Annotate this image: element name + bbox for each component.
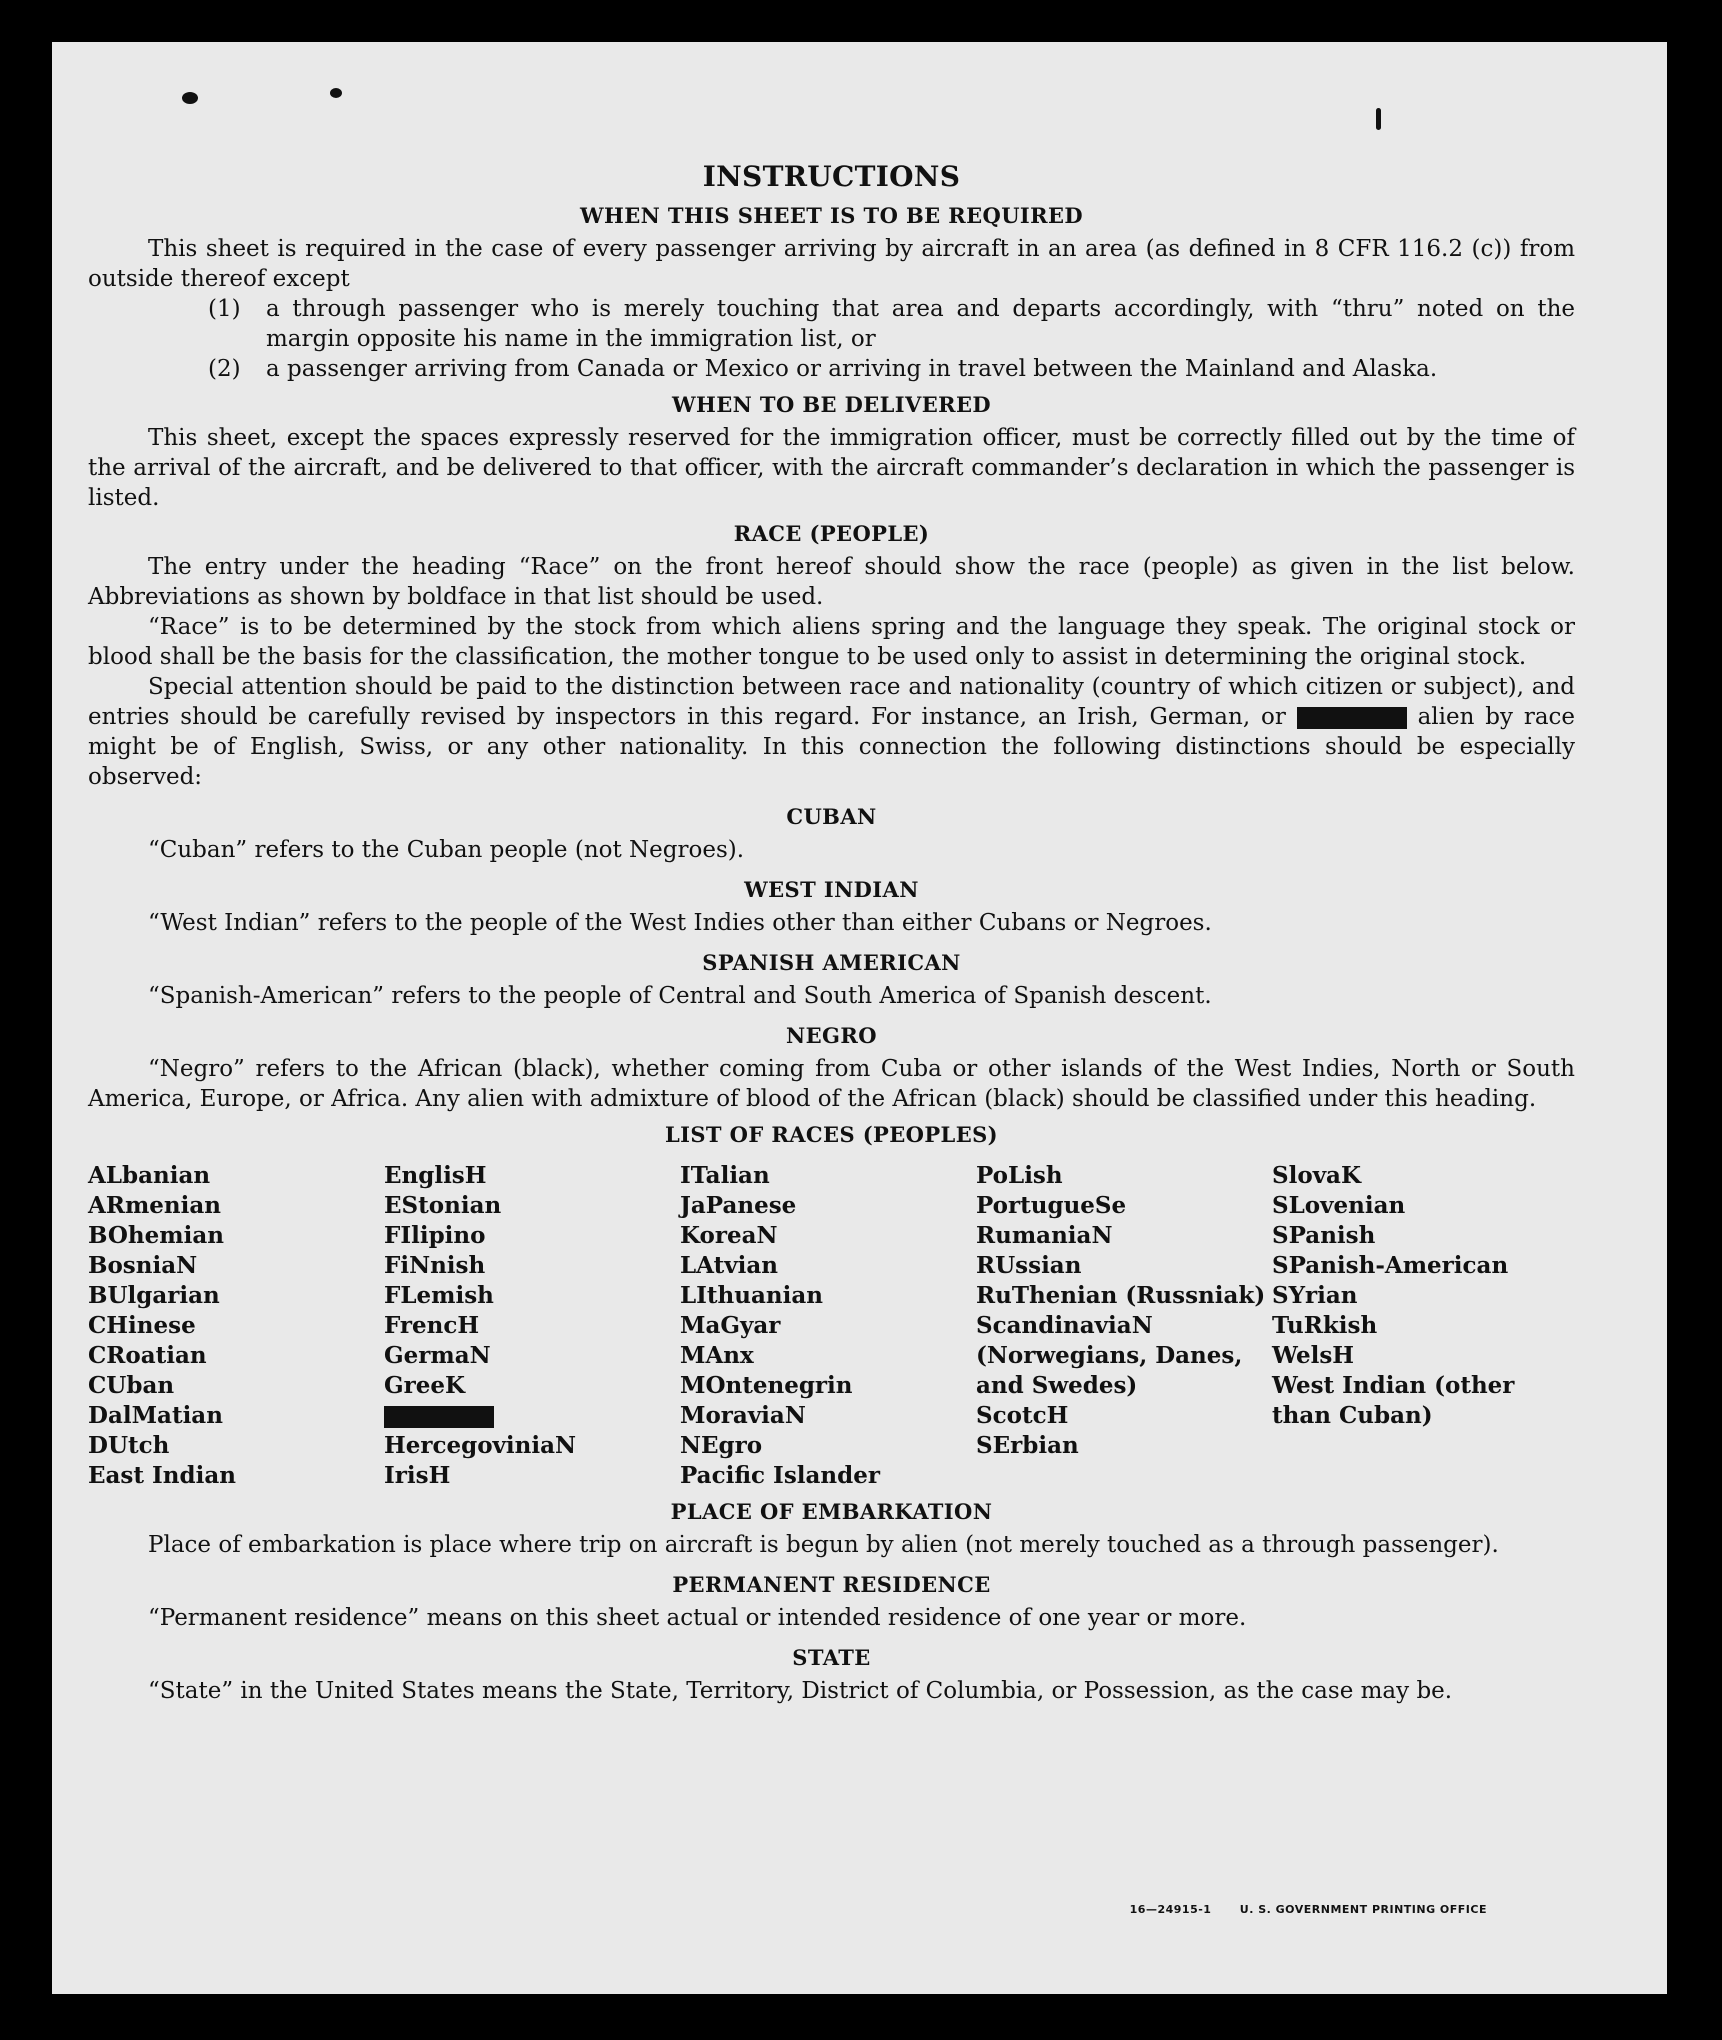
race-item: FrencH (384, 1312, 480, 1339)
race-item: SPanish (1272, 1222, 1376, 1249)
race-item: MoraviaN (680, 1402, 806, 1429)
negro-text: “Negro” refers to the African (black), whether coming from Cuba or other islands of the West Indies, North or South America, Europe, or Africa. Any alien with admixture of blood of the African (black) should be classified under this heading. (88, 1056, 1575, 1112)
race-item: WelsH (1272, 1342, 1355, 1369)
race-item: JaPanese (680, 1192, 797, 1219)
race-item: DUtch (88, 1432, 170, 1459)
race-item: ScotcH (976, 1402, 1069, 1429)
race-item: SPanish-American (1272, 1252, 1509, 1279)
race-item: ITalian (680, 1162, 770, 1189)
delivered-text: This sheet, except the spaces expressly reserved for the immigration officer, must be correctly filled out by the time of the arrival of the aircraft, and be delivered to that officer, with the aircraft commander’s declaration in which the passenger is listed. (88, 425, 1575, 511)
race-item: MaGyar (680, 1312, 781, 1339)
heading-spanish-american: SPANISH AMERICAN (702, 950, 961, 975)
race-item: BUlgarian (88, 1282, 220, 1309)
race-column (680, 1161, 976, 1491)
heading-list-of-races: LIST OF RACES (PEOPLES) (664, 1122, 999, 1147)
heading-negro: NEGRO (786, 1023, 877, 1048)
race-item: MAnx (680, 1342, 754, 1369)
race-item: MOntenegrin (680, 1372, 853, 1399)
west-indian-text: “West Indian” refers to the people of the West Indies other than either Cubans or Negroes. (148, 910, 1212, 936)
page-title: INSTRUCTIONS (702, 160, 961, 193)
race-list (88, 1161, 1575, 1491)
race-item: ARmenian (88, 1192, 222, 1219)
race-item: East Indian (88, 1462, 236, 1489)
race-item: PortugueSe (976, 1192, 1127, 1219)
heading-when-delivered: WHEN TO BE DELIVERED (671, 392, 991, 417)
race-item: LIthuanian (680, 1282, 823, 1309)
heading-when-required: WHEN THIS SHEET IS TO BE REQUIRED (579, 203, 1084, 228)
race-column (1272, 1161, 1532, 1491)
heading-state: STATE (792, 1645, 871, 1670)
race-paragraph-1: The entry under the heading “Race” on the front hereof should show the race (people) as given in the list below. Abbreviations as shown by boldface in that list should be used. (88, 554, 1575, 610)
heading-cuban: CUBAN (786, 804, 877, 829)
race-item: RuThenian (Russniak) (976, 1282, 1266, 1309)
race-column (88, 1161, 384, 1491)
race-item: KoreaN (680, 1222, 778, 1249)
race-item: CRoatian (88, 1342, 207, 1369)
race-item: RumaniaN (976, 1222, 1113, 1249)
race-item-redacted (384, 1401, 680, 1431)
printer-imprint (1106, 1903, 1487, 1916)
printer-name: U. S. GOVERNMENT PRINTING OFFICE (1239, 1903, 1487, 1916)
race-item: IrisH (384, 1462, 451, 1489)
race-column (976, 1161, 1272, 1491)
state-text: “State” in the United States means the State, Territory, District of Columbia, or Possession, as the case may be. (148, 1678, 1453, 1704)
race-item: PoLish (976, 1162, 1063, 1189)
race-paragraph-2: “Race” is to be determined by the stock from which aliens spring and the language they speak. The original stock or blood shall be the basis for the classification, the mother tongue to be used only to assist in determining the original stock. (88, 614, 1575, 670)
race-item: SErbian (976, 1432, 1079, 1459)
race-item: FIlipino (384, 1222, 486, 1249)
exception-item (88, 354, 1575, 384)
race-item: FiNnish (384, 1252, 486, 1279)
item-number: (2) (208, 356, 241, 382)
scan-speck (182, 92, 198, 104)
item-text: a through passenger who is merely touching that area and departs accordingly, with “thru” noted on the margin opposite his name in the immigration list, or (266, 296, 1575, 352)
form-number: 16—24915-1 (1129, 1903, 1212, 1916)
scan-speck (1376, 108, 1381, 130)
race-item: CHinese (88, 1312, 196, 1339)
heading-race: RACE (PEOPLE) (733, 521, 930, 546)
heading-west-indian: WEST INDIAN (744, 877, 919, 902)
race-item: NEgro (680, 1432, 763, 1459)
item-text: a passenger arriving from Canada or Mexico or arriving in travel between the Mainland and Alaska. (266, 356, 1438, 382)
race-item: ScandinaviaN (Norwegians, Danes, and Swedes) (976, 1312, 1243, 1399)
race-paragraph-3b: alien by race might be of English, Swiss, or any other nationality. In this connection the following distinctions should be especially observed: (88, 704, 1576, 790)
race-item: HercegoviniaN (384, 1432, 577, 1459)
required-intro: This sheet is required in the case of every passenger arriving by aircraft in an area (as defined in 8 CFR 116.2 (c)) from outside thereof except (88, 236, 1575, 292)
race-item: EnglisH (384, 1162, 487, 1189)
race-item: ALbanian (88, 1162, 211, 1189)
race-item: BOhemian (88, 1222, 224, 1249)
race-item: Pacific Islander (680, 1462, 880, 1489)
residence-text: “Permanent residence” means on this sheet actual or intended residence of one year or more. (148, 1605, 1247, 1631)
cuban-text: “Cuban” refers to the Cuban people (not Negroes). (148, 837, 745, 863)
heading-embarkation: PLACE OF EMBARKATION (670, 1499, 993, 1524)
race-item: TuRkish (1272, 1312, 1378, 1339)
redaction-bar (1297, 707, 1407, 729)
race-paragraph-3a: Special attention should be paid to the distinction between race and nationality (country of which citizen or subject), and entries should be carefully revised by inspectors in this regard. For instance, an Irish, German, or (88, 674, 1575, 730)
redaction-bar (384, 1406, 494, 1428)
race-item: SYrian (1272, 1282, 1358, 1309)
exception-item (88, 294, 1575, 354)
race-item: DalMatian (88, 1402, 223, 1429)
race-item: SLovenian (1272, 1192, 1406, 1219)
race-item: West Indian (other than Cuban) (1272, 1372, 1515, 1429)
race-item: SlovaK (1272, 1162, 1361, 1189)
race-item: RUssian (976, 1252, 1082, 1279)
race-item: BosniaN (88, 1252, 198, 1279)
race-item: FLemish (384, 1282, 494, 1309)
race-item: GreeK (384, 1372, 466, 1399)
race-item: LAtvian (680, 1252, 778, 1279)
embarkation-text: Place of embarkation is place where trip on aircraft is begun by alien (not merely touched as a through passenger). (148, 1532, 1499, 1558)
race-item: CUban (88, 1372, 175, 1399)
heading-permanent-residence: PERMANENT RESIDENCE (672, 1572, 991, 1597)
item-number: (1) (208, 296, 241, 322)
spanish-american-text: “Spanish-American” refers to the people of Central and South America of Spanish descent. (148, 983, 1212, 1009)
race-paragraph-3 (88, 672, 1575, 792)
instruction-sheet (52, 42, 1667, 1994)
race-column (384, 1161, 680, 1491)
race-item: EStonian (384, 1192, 502, 1219)
race-item: GermaN (384, 1342, 491, 1369)
scan-speck (330, 88, 342, 98)
